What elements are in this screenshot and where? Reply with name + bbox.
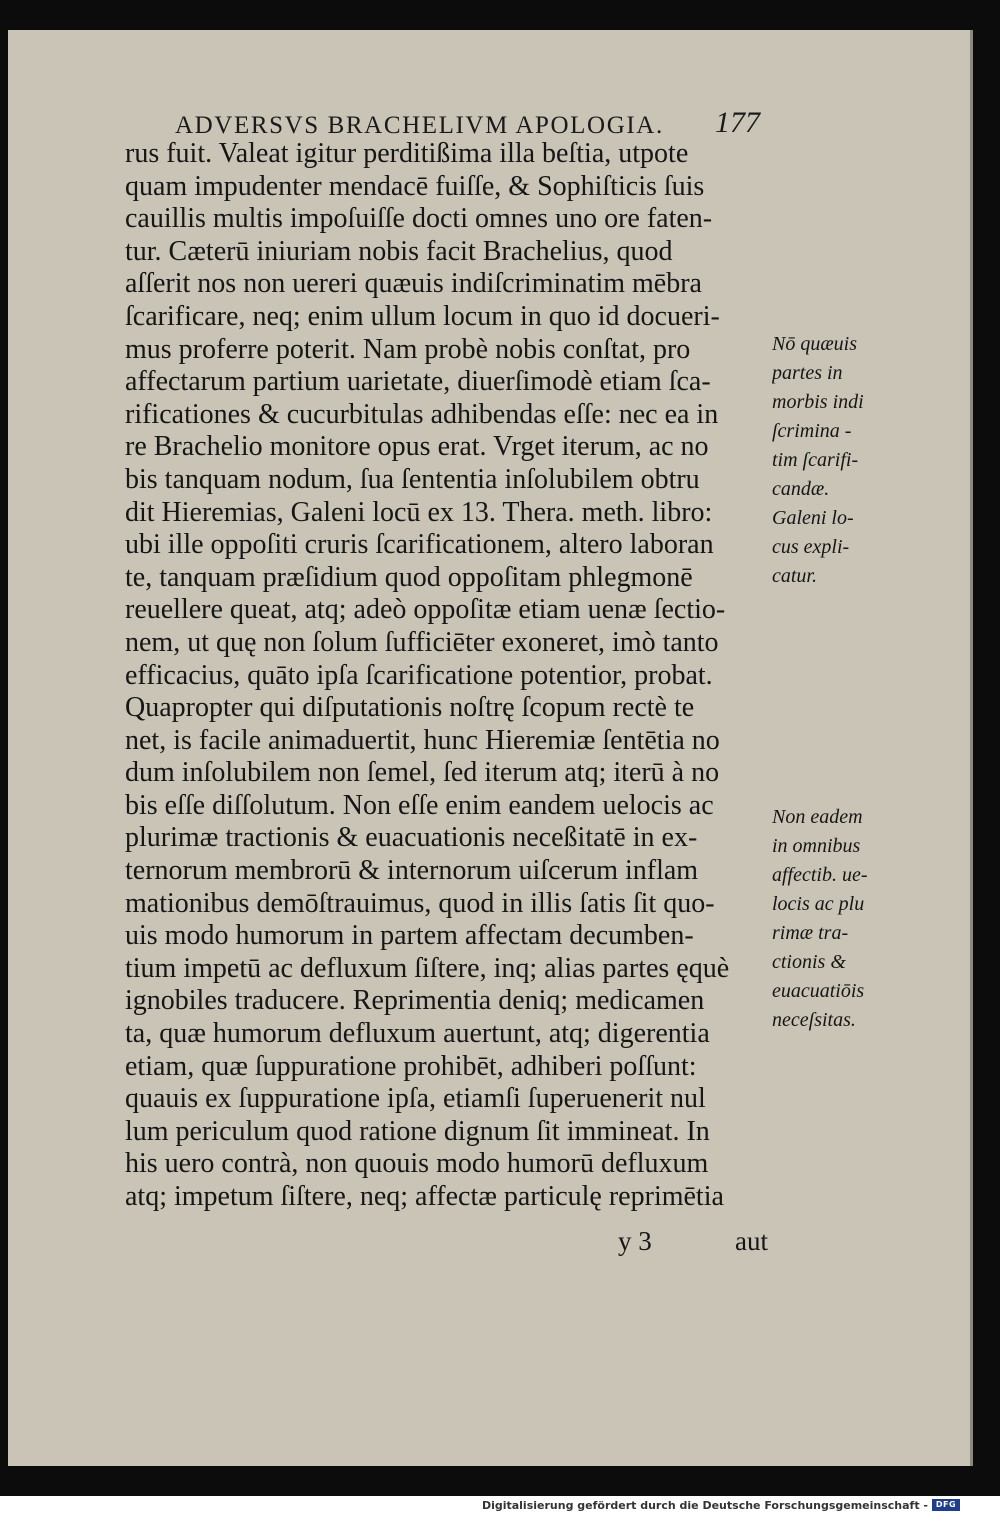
marginal-note-line: tim ſcarifi-: [772, 449, 859, 471]
marginal-note-line: catur.: [772, 565, 817, 587]
text-line: cauillis multis impoſuiſſe docti omnes uno ore faten-: [125, 203, 713, 235]
text-line: tur. Cæterū iniuriam nobis facit Brachelius, quod: [125, 235, 673, 267]
text-line: net, is facile animaduertit, hunc Hieremiæ ſentētia no: [125, 724, 720, 756]
text-line: mationibus demōſtrauimus, quod in illis ſatis ſit quo-: [125, 887, 715, 919]
text-line: quam impudenter mendacē fuiſſe, & Sophiſticis ſuis: [125, 170, 705, 202]
marginal-note-line: Nō quæuis: [772, 333, 858, 355]
signature-mark: y 3: [618, 1226, 652, 1256]
text-line: te, tanquam præſidium quod oppoſitam phlegmonē: [125, 561, 693, 593]
catchword: aut: [735, 1226, 768, 1256]
text-line: ternorum membrorū & internorum uiſcerum inflam: [125, 855, 699, 887]
marginal-note-line: in omnibus: [772, 835, 861, 857]
marginal-note-line: rimæ tra-: [772, 922, 849, 944]
text-line: uis modo humorum in partem affectam decumben-: [125, 920, 694, 952]
text-line: quauis ex ſuppuratione ipſa, etiamſi ſuperuenerit nul: [125, 1083, 706, 1115]
text-line: bis tanquam nodum, ſua ſententia inſolubilem obtru: [125, 463, 700, 495]
text-line: atq; impetum ſiſtere, neq; affectæ particulę reprimētia: [125, 1181, 724, 1212]
marginal-note-line: candæ.: [772, 478, 830, 500]
marginal-note-line: ſcrimina -: [772, 420, 852, 442]
text-line: plurimæ tractionis & euacuationis neceßitatē in ex-: [125, 822, 698, 854]
marginal-note-line: locis ac plu: [772, 893, 865, 915]
dfg-logo: DFG: [932, 1499, 960, 1511]
marginal-note-line: affectib. ue-: [772, 864, 868, 886]
marginal-note: [772, 803, 884, 1035]
marginal-note: [772, 330, 884, 504]
text-line: ta, quæ humorum defluxum auertunt, atq; digerentia: [125, 1018, 710, 1050]
running-title: ADVERSVS BRACHELIVM APOLOGIA.: [175, 112, 664, 139]
text-line: dum inſolubilem non ſemel, ſed iterum atq; iterū à no: [125, 757, 720, 789]
marginal-note-line: cus expli-: [772, 536, 850, 558]
text-line: tium impetū ac defluxum ſiſtere, inq; alias partes ęquè: [125, 952, 730, 984]
body-text: [125, 138, 765, 1214]
text-line: re Brachelio monitore opus erat. Vrget iterum, ac no: [125, 431, 709, 463]
text-line: affectarum partium uarietate, diuerſimodè etiam ſca-: [125, 366, 711, 398]
page-number: 177: [715, 106, 760, 139]
marginal-note-line: Non eadem: [772, 806, 863, 828]
text-line: ignobiles traducere. Reprimentia deniq; medicamen: [125, 985, 705, 1017]
text-line: mus proferre poterit. Nam probè nobis conſtat, pro: [125, 333, 691, 365]
text-line: nem, ut quę non ſolum ſufficiēter exoneret, imò tanto: [125, 626, 719, 658]
marginal-note-line: morbis indi: [772, 391, 864, 413]
marginal-note-line: Galeni lo-: [772, 507, 854, 529]
text-line: reuellere queat, atq; adeò oppoſitæ etiam uenæ ſectio-: [125, 594, 726, 626]
text-line: rus fuit. Valeat igitur perditißima illa beſtia, utpote: [125, 138, 689, 169]
text-line: etiam, quæ ſuppuratione prohibēt, adhiberi poſſunt:: [125, 1050, 697, 1082]
text-line: ubi ille oppoſiti cruris ſcarificationem, altero laboran: [125, 529, 714, 561]
text-line: efficacius, quāto ipſa ſcarificatione potentior, probat.: [125, 659, 713, 691]
text-line: his uero contrà, non quouis modo humorū defluxum: [125, 1148, 709, 1180]
text-line: Quapropter qui diſputationis noſtrę ſcopum rectè te: [125, 692, 695, 724]
digitization-credit: [482, 1497, 960, 1513]
marginal-note-line: neceſsitas.: [772, 1009, 856, 1031]
text-line: ſcarificare, neq; enim ullum locum in quo id docueri-: [125, 300, 720, 332]
marginal-note-line: partes in: [772, 362, 843, 384]
credit-text: Digitalisierung gefördert durch die Deutsche Forschungsgemeinschaft -: [481, 1498, 928, 1512]
text-line: bis eſſe diſſolutum. Non eſſe enim eandem uelocis ac: [125, 789, 714, 821]
text-line: dit Hieremias, Galeni locū ex 13. Thera. meth. libro:: [125, 496, 713, 528]
marginal-note: [772, 504, 884, 591]
text-line: rificationes & cucurbitulas adhibendas eſſe: nec ea in: [125, 398, 719, 430]
marginal-note-line: euacuatiōis: [772, 980, 865, 1002]
text-line: lum periculum quod ratione dignum ſit immineat. In: [125, 1115, 710, 1147]
marginal-note-line: ctionis &: [772, 951, 846, 973]
text-line: aſſerit nos non uereri quæuis indiſcriminatim mēbra: [125, 268, 702, 300]
